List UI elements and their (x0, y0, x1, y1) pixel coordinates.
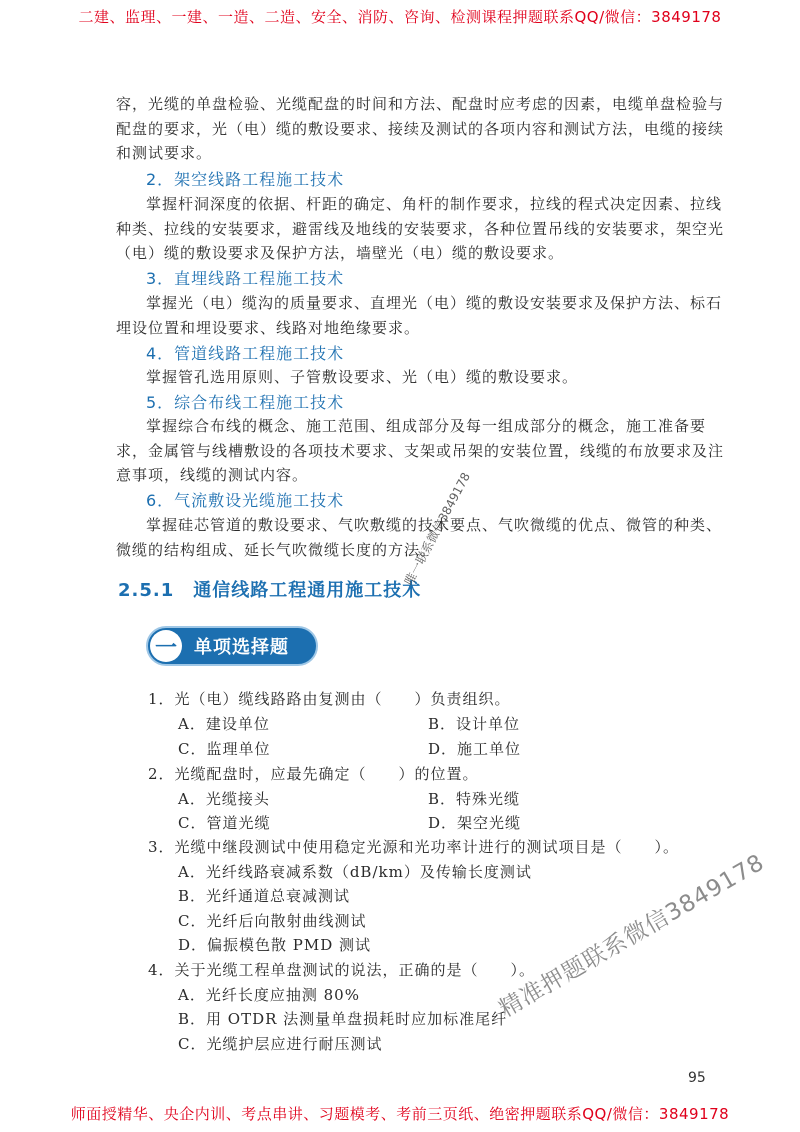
question-4-option-a: A．光纤长度应抽测 80% (178, 986, 360, 1004)
question-type-badge (146, 626, 318, 666)
topic-text-4: 掌握管孔选用原则、子管敷设要求、光（电）缆的敷设要求。 (146, 368, 579, 386)
topic-text-6: 掌握硅芯管道的敷设要求、气吹敷缆的技术要点、气吹微缆的优点、微管的种类、微缆的结构组成、延长气吹微缆长度的方法。 (116, 516, 723, 559)
question-4-stem: 4．关于光缆工程单盘测试的说法，正确的是（ ）。 (148, 961, 536, 979)
question-4-option-b: B．用 OTDR 法测量单盘损耗时应加标准尾纤 (178, 1010, 508, 1028)
section-title: 2.5.1 通信线路工程通用施工技术 (118, 580, 422, 601)
topic-text-3: 掌握光（电）缆沟的质量要求、直埋光（电）缆的敷设安装要求及保护方法、标石埋设位置和埋设要求、线路对地绝缘要求。 (116, 294, 723, 337)
question-3-option-a: A．光纤线路衰减系数（dB/km）及传输长度测试 (178, 863, 532, 881)
top-banner: 二建、监理、一建、一造、二造、安全、消防、咨询、检测课程押题联系QQ/微信：3849178 (78, 8, 722, 26)
topic-heading-5: 5．综合布线工程施工技术 (146, 393, 345, 412)
question-3-stem: 3．光缆中继段测试中使用稳定光源和光功率计进行的测试项目是（ ）。 (148, 838, 680, 856)
badge-label: 单项选择题 (194, 637, 289, 658)
topic-heading-4: 4．管道线路工程施工技术 (146, 344, 345, 363)
bottom-banner: 师面授精华、央企内训、考点串讲、习题模考、考前三页纸、绝密押题联系QQ/微信：3849178 (70, 1105, 730, 1123)
question-4-option-c: C．光缆护层应进行耐压测试 (178, 1035, 383, 1053)
question-1-option-c: C．监理单位 (178, 740, 271, 758)
question-2-option-c: C．管道光缆 (178, 814, 271, 832)
topic-heading-3: 3．直埋线路工程施工技术 (146, 269, 345, 288)
question-1-option-b: B．设计单位 (428, 715, 521, 733)
question-1-option-d: D．施工单位 (428, 740, 522, 758)
question-2-option-a: A．光缆接头 (178, 790, 270, 808)
topic-heading-2: 2．架空线路工程施工技术 (146, 170, 345, 189)
question-2-option-d: D．架空光缆 (428, 814, 522, 832)
watermark-large: 精准押题联系微信3849178 (495, 849, 770, 1023)
question-1-option-a: A．建设单位 (178, 715, 270, 733)
question-3-option-c: C．光纤后向散射曲线测试 (178, 912, 367, 930)
watermark-small: 唯一联系微信3849178 (401, 470, 474, 588)
topic-text-5: 掌握综合布线的概念、施工范围、组成部分及每一组成部分的概念，施工准备要求，金属管与线槽敷设的各项技术要求、支架或吊架的安装位置，线缆的布放要求及注意事项，线缆的测试内容。 (116, 417, 725, 484)
topic-text-2: 掌握杆洞深度的依据、杆距的确定、角杆的制作要求，拉线的程式决定因素、拉线种类、拉线的安装要求，避雷线及地线的安装要求，各种位置吊线的安装要求，架空光（电）缆的敷设要求及保护方法，墙壁光（电）缆的敷设要求。 (116, 195, 725, 262)
topic-heading-6: 6．气流敷设光缆施工技术 (146, 491, 345, 510)
question-3-option-b: B．光纤通道总衰减测试 (178, 887, 351, 905)
question-1-stem: 1．光（电）缆线路路由复测由（ ）负责组织。 (148, 690, 511, 708)
intro-paragraph: 容，光缆的单盘检验、光缆配盘的时间和方法、配盘时应考虑的因素，电缆单盘检验与配盘的要求，光（电）缆的敷设要求、接续及测试的各项内容和测试方法，电缆的接续和测试要求。 (116, 95, 725, 162)
badge-number: 一 (150, 630, 182, 662)
question-3-option-d: D．偏振模色散 PMD 测试 (178, 936, 372, 954)
page-number: 95 (688, 1070, 706, 1086)
question-2-option-b: B．特殊光缆 (428, 790, 521, 808)
question-2-stem: 2．光缆配盘时，应最先确定（ ）的位置。 (148, 765, 479, 783)
